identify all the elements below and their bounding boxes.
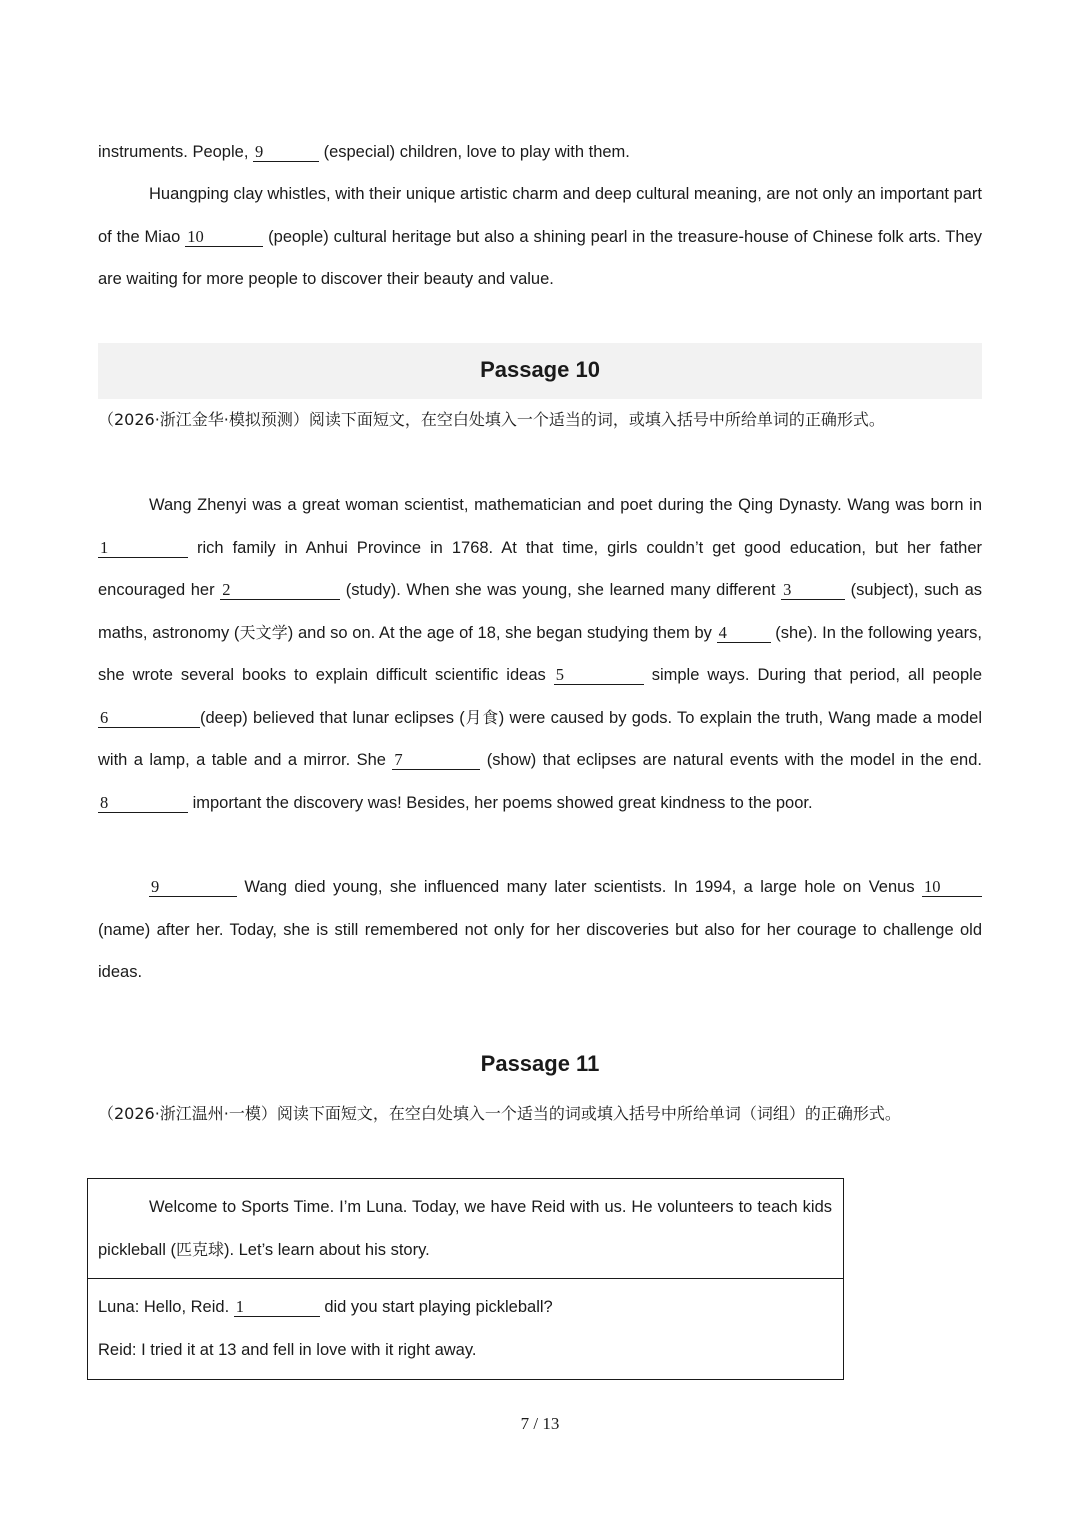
blank-6[interactable]: 6 bbox=[98, 708, 200, 728]
blank-10[interactable]: 10 bbox=[185, 227, 263, 247]
blank-10[interactable]: 10 bbox=[922, 877, 982, 897]
passage11-table bbox=[87, 1178, 844, 1380]
passage10-instruction: （2026·浙江金华·模拟预测）阅读下面短文，在空白处填入一个适当的词，或填入括号中所给单词的正确形式。 bbox=[98, 410, 885, 429]
passage11-dialogue-2: Reid: I tried it at 13 and fell in love with it right away. bbox=[98, 1341, 477, 1359]
passage11-instruction: （2026·浙江温州·一模）阅读下面短文，在空白处填入一个适当的词或填入括号中所给单词（词组）的正确形式。 bbox=[98, 1104, 901, 1123]
blank-9[interactable]: 9 bbox=[149, 877, 237, 897]
passage10-paragraph-1: Wang Zhenyi was a great woman scientist, mathematician and poet during the Qing Dynasty. Wang was born in 1 rich family in Anhui Province in 1768. At that time, girls couldn’t get good education, but her father encouraged her 2 (study). When she was young, she learned many different 3 (subject), such as maths, astronomy (天文学) and so on. At the age of 18, she began studying them by 4 (she). In the following years, she wrote several books to explain difficult scientific ideas 5 simple ways. During that period, all people 6 (deep) believed that lunar eclipses (月食) were caused by gods. To explain the truth, Wang made a model with a lamp, a table and a mirror. She 7 (show) that eclipses are natural events with the model in the end. 8 important the discovery was! Besides, her poems showed great kindness to the poor. bbox=[98, 496, 982, 812]
blank-2[interactable]: 2 bbox=[220, 580, 340, 600]
passage11-title: Passage 11 bbox=[480, 1051, 600, 1076]
passage11-intro: Welcome to Sports Time. I’m Luna. Today, we have Reid with us. He volunteers to teach kids pickleball (匹克球). Let’s learn about his story. bbox=[98, 1198, 832, 1259]
blank-9[interactable]: 9 bbox=[253, 142, 319, 162]
passage9-paragraph-1: instruments. People, 9 (especial) children, love to play with them. bbox=[98, 142, 630, 161]
passage9-paragraph-2: Huangping clay whistles, with their unique artistic charm and deep cultural meaning, are not only an important part of the Miao 10 (people) cultural heritage but also a shining pearl in the treasure-house of Chinese folk arts. They are waiting for more people to discover their beauty and value. bbox=[98, 185, 982, 288]
passage10-paragraph-2: 9 Wang died young, she influenced many later scientists. In 1994, a large hole on Venus 10 (name) after her. Today, she is still remembered not only for her discoveries but also for her courage to challenge old ideas. bbox=[98, 877, 982, 981]
table-divider bbox=[88, 1278, 843, 1279]
blank-8[interactable]: 8 bbox=[98, 793, 188, 813]
passage10-title: Passage 10 bbox=[480, 357, 600, 382]
passage11-dialogue-1: Luna: Hello, Reid. 1 did you start playing pickleball? bbox=[98, 1297, 553, 1316]
page-number: 7 / 13 bbox=[520, 1414, 560, 1433]
blank-7[interactable]: 7 bbox=[392, 750, 480, 770]
blank-1[interactable]: 1 bbox=[98, 538, 188, 558]
blank-4[interactable]: 4 bbox=[717, 623, 771, 643]
blank-1[interactable]: 1 bbox=[234, 1297, 320, 1317]
blank-5[interactable]: 5 bbox=[554, 665, 644, 685]
blank-3[interactable]: 3 bbox=[781, 580, 845, 600]
